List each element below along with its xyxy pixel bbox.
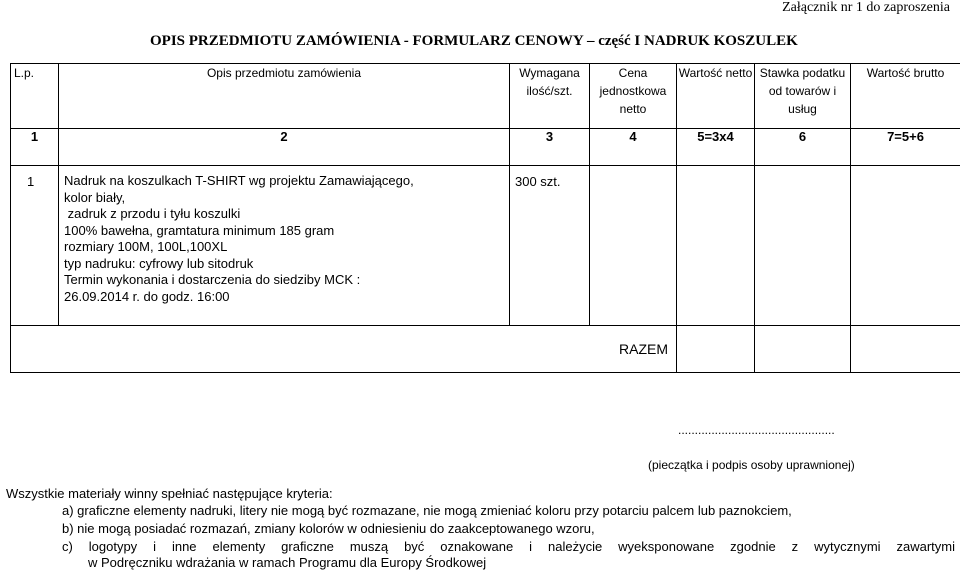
description-line: 100% bawełna, gramtatura minimum 185 gram: [64, 222, 335, 238]
criteria-item-b: b) nie mogą posiadać rozmazań, zmiany kolorów w odniesieniu do zaakceptowanego wzoru,: [62, 521, 595, 536]
column-number: 2: [59, 129, 510, 166]
column-number: 7=5+6: [851, 129, 960, 166]
description-line: Nadruk na koszulkach T-SHIRT wg projektu Zamawiającego,: [64, 173, 414, 188]
signature-caption: (pieczątka i podpis osoby uprawnionej): [648, 458, 855, 472]
item-quantity: 300 szt.: [510, 166, 590, 326]
column-header: Cena jednostkowa netto: [590, 64, 677, 129]
column-header: Wartość netto: [677, 64, 755, 129]
gross-value-cell[interactable]: [851, 166, 960, 326]
description-line: 26.09.2014 r. do godz. 16:00: [64, 288, 230, 304]
page-title: OPIS PRZEDMIOTU ZAMÓWIENIA - FORMULARZ CENOWY – część I NADRUK KOSZULEK: [150, 33, 798, 49]
column-header: Stawka podatku od towarów i usług: [755, 64, 851, 129]
signature-line: ...............................................: [678, 423, 835, 437]
description-line: Termin wykonania i dostarczenia do siedziby MCK :: [64, 272, 361, 287]
criteria-item-c-continued: w Podręczniku wdrażania w ramach Programu dla Europy Środkowej: [88, 555, 487, 570]
column-header: Wartość brutto: [851, 64, 960, 129]
item-description: [59, 166, 510, 326]
column-number: 3: [510, 129, 590, 166]
annex-label: Załącznik nr 1 do zaproszenia: [782, 0, 950, 15]
column-number-row: [11, 129, 960, 166]
column-header: Opis przedmiotu zamówienia: [59, 64, 510, 129]
total-net-cell[interactable]: [677, 326, 755, 373]
description-line: kolor biały,: [64, 189, 126, 205]
total-row: [11, 326, 960, 373]
table-header-row: [11, 64, 960, 129]
criteria-intro: Wszystkie materiały winny spełniać następujące kryteria:: [6, 486, 333, 501]
column-number: 5=3x4: [677, 129, 755, 166]
column-number: 6: [755, 129, 851, 166]
column-number: 1: [11, 129, 59, 166]
column-header: Wymagana ilość/szt.: [510, 64, 590, 129]
vat-rate-cell[interactable]: [755, 166, 851, 326]
description-line: rozmiary 100M, 100L,100XL: [64, 239, 228, 254]
description-line: zadruk z przodu i tyłu koszulki: [64, 206, 241, 221]
total-label: RAZEM: [11, 326, 677, 373]
price-form-table: [10, 63, 960, 373]
net-value-cell[interactable]: [677, 166, 755, 326]
unit-price-cell[interactable]: [590, 166, 677, 326]
criteria-item-c: c) logotypy i inne elementy graficzne muszą być oznakowane i należycie wyeksponowane zgodnie z wytycznymi zawartymi: [62, 539, 955, 554]
criteria-item-a: a) graficzne elementy nadruki, litery nie mogą być rozmazane, nie mogą zmieniać koloru przy potarciu palcem lub paznokciem,: [62, 503, 792, 518]
table-row: [11, 166, 960, 326]
total-vat-cell[interactable]: [755, 326, 851, 373]
column-number: 4: [590, 129, 677, 166]
description-line: typ nadruku: cyfrowy lub sitodruk: [64, 255, 254, 271]
column-header: L.p.: [11, 64, 59, 129]
item-lp: 1: [11, 166, 59, 326]
total-gross-cell[interactable]: [851, 326, 960, 373]
